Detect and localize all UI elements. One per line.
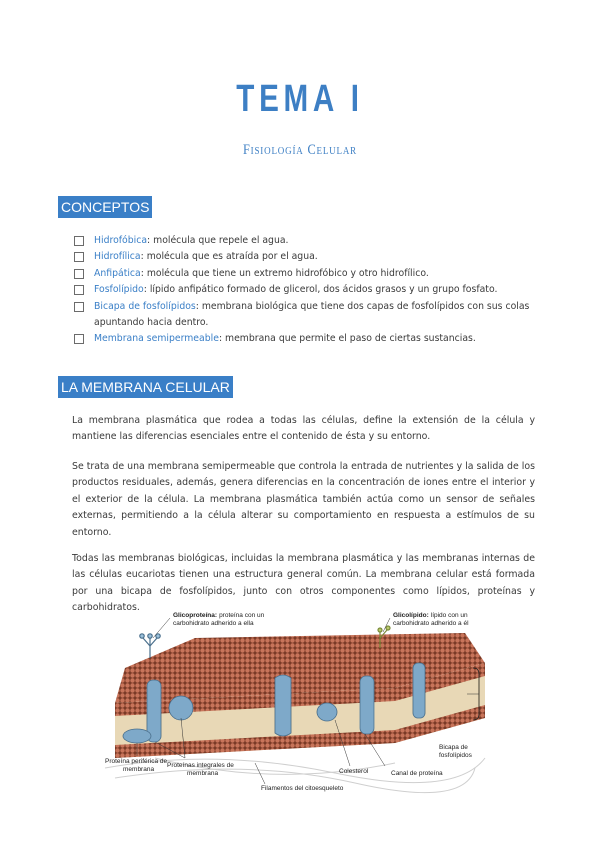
concept-term: Hidrofílica xyxy=(94,251,141,263)
paragraph-intro: La membrana plasmática que rodea a todas las células, define la extensión de la célula y mantiene las diferencias esenciales entre el contenido de ésta y su entorno. xyxy=(72,415,535,443)
svg-text:Glicolípido:lípido con un xyxy=(393,612,468,619)
checkbox[interactable] xyxy=(74,252,84,262)
concept-definition: : membrana biológica que tiene dos capas de fosfolípidos con sus colas apuntando hacia dentro. xyxy=(94,300,530,329)
concept-list xyxy=(74,233,534,348)
fig-label-filaments: Filamentos del citoesqueleto xyxy=(261,785,344,792)
concept-definition: : lípido anfipático formado de glicerol, dos ácidos grasos y un grupo fosfato. xyxy=(143,284,498,296)
fig-label-channel: Canal de proteína xyxy=(391,770,443,777)
page-subtitle: Fisiología Celular xyxy=(242,142,358,158)
svg-text:Glicoproteína:proteína con un xyxy=(173,612,265,619)
concept-term: Anfipática xyxy=(94,267,141,279)
integral-protein xyxy=(413,663,425,718)
fig-label-glycolipid-desc: lípido con un xyxy=(430,612,468,619)
page-title: TEMA I xyxy=(236,78,364,120)
integral-protein xyxy=(360,676,374,734)
list-item xyxy=(74,331,534,347)
fig-label-integral-2: membrana xyxy=(187,770,219,777)
concept-definition: : molécula que repele el agua. xyxy=(147,235,289,246)
membrane-diagram xyxy=(95,608,495,798)
checkbox[interactable] xyxy=(74,334,84,344)
concept-term: Membrana semipermeable xyxy=(94,333,219,345)
checkbox[interactable] xyxy=(74,236,84,246)
list-item xyxy=(74,282,534,298)
fig-label-integral: Proteínas integrales de xyxy=(167,762,234,769)
fig-label-glycolipid: Glicolípido: xyxy=(393,612,429,619)
checkbox[interactable] xyxy=(74,269,84,279)
paragraph-structure: Todas las membranas biológicas, incluidas la membrana plasmática y las membranas internas de las células eucariotas tienen una estructura general común. La membrana celular está formada por una bicapa de fosfolípidos, junto con otros componentes como lípidos, proteínas y carbohidratos. xyxy=(72,553,535,614)
fig-label-glycoprotein: Glicoproteína: xyxy=(173,612,218,619)
paragraph-function: Se trata de una membrana semipermeable que controla la entrada de nutrientes y la salida de los productos residuales, además, genera diferencias en la concentración de iones entre el interior y el exterior de la célula. La membrana plasmática también actúa como un sensor de señales externas, permitiendo a la célula alterar su comportamiento en respuesta a estímulos de su entorno. xyxy=(72,461,535,538)
list-item xyxy=(74,249,534,265)
fig-label-peripheral: Proteína periférica de xyxy=(105,758,168,765)
fig-label-peripheral-2: membrana xyxy=(123,766,155,773)
fig-label-bilayer: Bicapa de xyxy=(439,744,468,751)
integral-protein xyxy=(169,696,193,720)
fig-label-glycolipid-desc2: carbohidrato adherido a él xyxy=(393,620,469,627)
peripheral-protein xyxy=(123,729,151,743)
checkbox[interactable] xyxy=(74,285,84,295)
fig-label-bilayer-2: fosfolípidos xyxy=(439,752,472,759)
list-item xyxy=(74,299,534,332)
concept-definition: : molécula que es atraída por el agua. xyxy=(140,251,318,263)
section-heading-concepts: CONCEPTOS xyxy=(58,196,152,218)
list-item xyxy=(74,233,534,249)
concept-term: Bicapa de fosfolípidos xyxy=(94,300,196,312)
concept-definition: : membrana que permite el paso de ciertas sustancias. xyxy=(218,333,476,345)
concept-definition: : molécula que tiene un extremo hidrofóbico y otro hidrofílico. xyxy=(140,267,429,279)
fig-label-glycoprotein-desc: proteína con un xyxy=(219,612,265,619)
concept-term: Hidrofóbica xyxy=(94,235,148,246)
concept-term: Fosfolípido xyxy=(94,284,144,296)
section-heading-membrane: LA MEMBRANA CELULAR xyxy=(58,376,233,398)
fig-label-cholesterol: Colesterol xyxy=(339,768,369,775)
list-item xyxy=(74,266,534,282)
protein-channel xyxy=(275,675,291,736)
integral-protein xyxy=(317,703,337,721)
checkbox[interactable] xyxy=(74,302,84,312)
fig-label-glycoprotein-desc2: carbohidrato adherido a ella xyxy=(173,620,254,627)
